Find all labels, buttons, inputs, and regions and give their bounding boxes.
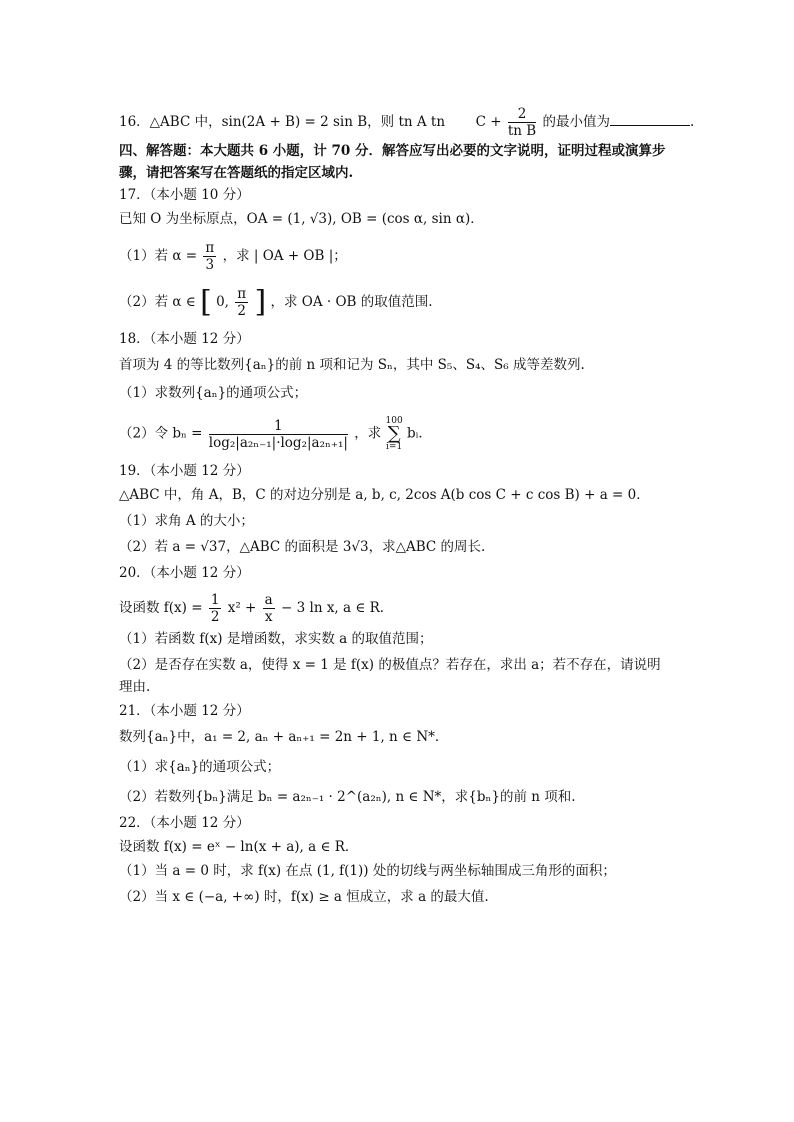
q18-p2-c: bᵢ． bbox=[407, 425, 432, 442]
q20-frac2 bbox=[263, 592, 275, 625]
q21-stem: 数列{aₙ}中，a₁ = 2, aₙ + aₙ₊₁ = 2n + 1, n ∈ N*． bbox=[119, 729, 449, 745]
q20-stem-a: 设函数 f(x) = bbox=[119, 600, 203, 616]
q20-part2-line2: 理由. bbox=[119, 679, 151, 695]
answer-blank bbox=[610, 113, 690, 126]
q18-heading: 18．（本小题 12 分） bbox=[119, 331, 250, 347]
section-heading-line1: 四、解答题：本大题共 6 小题，计 70 分．解答应写出必要的文字说明，证明过程或演算步 bbox=[119, 143, 666, 159]
q17-p1-num: π bbox=[205, 240, 215, 256]
q20-stem bbox=[119, 592, 393, 625]
q17-p2-num: π bbox=[237, 286, 247, 302]
q18-part2 bbox=[119, 416, 432, 452]
q17-p2-int: 0, bbox=[216, 294, 229, 310]
summation-symbol bbox=[386, 416, 403, 452]
q16-line bbox=[119, 106, 694, 139]
q19-part1: （1）求角 A 的大小； bbox=[119, 513, 254, 529]
sum-upper: 100 bbox=[385, 416, 403, 426]
q20-frac1-den: 2 bbox=[210, 609, 220, 625]
q18-stem: 首项为 4 的等比数列{aₙ}的前 n 项和记为 Sₙ，其中 S₅、S₄、S₆ 成等差数列. bbox=[119, 357, 585, 373]
q19-part2: （2）若 a = √37，△ABC 的面积是 3√3，求△ABC 的周长. bbox=[119, 539, 486, 555]
q21-part2: （2）若数列{bₙ}满足 bₙ = a₂ₙ₋₁ · 2^(a₂ₙ), n ∈ N*，求{bₙ}的前 n 项和. bbox=[119, 789, 576, 805]
q17-heading: 17．（本小题 10 分） bbox=[119, 187, 250, 203]
q16-mid: C + bbox=[475, 114, 502, 130]
q20-heading: 20．（本小题 12 分） bbox=[119, 565, 250, 581]
q17-stem: 已知 O 为坐标原点，OA = (1, √3), OB = (cos α, sin α)． bbox=[119, 211, 484, 227]
q16-prefix: 16．△ABC 中，sin(2A + B) = 2 sin B，则 tn A tn bbox=[119, 114, 446, 130]
q17-p2-fraction bbox=[235, 286, 248, 319]
q18-frac-den: log₂|a₂ₙ₋₁|·log₂|a₂ₙ₊₁| bbox=[208, 434, 348, 451]
q16-frac-num: 2 bbox=[508, 106, 536, 123]
q20-part2-line1: （2）是否存在实数 a，使得 x = 1 是 f(x) 的极值点？若存在，求出 a；若不存在，请说明 bbox=[119, 657, 661, 673]
q18-fraction bbox=[209, 418, 348, 451]
q17-part1 bbox=[119, 240, 347, 273]
q18-p2-a: （2）令 bₙ = bbox=[119, 425, 203, 442]
q20-stem-c: − 3 ln x, a ∈ R． bbox=[281, 600, 394, 616]
q16-frac-den: tn B bbox=[507, 123, 537, 139]
q20-frac2-den: x bbox=[264, 609, 273, 625]
q20-part1: （1）若函数 f(x) 是增函数，求实数 a 的取值范围； bbox=[119, 631, 433, 647]
q16-suffix: 的最小值为 bbox=[542, 114, 610, 130]
q17-p1-fraction bbox=[203, 240, 216, 273]
q20-stem-b: x² + bbox=[227, 600, 257, 616]
q22-heading: 22．（本小题 12 分） bbox=[119, 815, 250, 831]
left-bracket: [ bbox=[200, 284, 212, 320]
q17-p2-den: 2 bbox=[237, 303, 247, 319]
section-heading-line2: 骤，请把答案写在答题纸的指定区域内. bbox=[119, 165, 354, 181]
sum-lower: i=1 bbox=[386, 442, 403, 452]
q22-part1: （1）当 a = 0 时，求 f(x) 在点 (1, f(1)) 处的切线与两坐标轴围成三角形的面积； bbox=[119, 863, 616, 879]
q18-p2-b: ，求 bbox=[354, 425, 382, 442]
q19-stem: △ABC 中，角 A，B，C 的对边分别是 a, b, c, 2cos A(b cos C + c cos B) + a = 0． bbox=[119, 487, 650, 503]
q21-part1: （1）求{aₙ}的通项公式； bbox=[119, 759, 281, 775]
q17-part2 bbox=[119, 286, 433, 319]
q16-end: . bbox=[690, 114, 695, 130]
q20-frac1-num: 1 bbox=[210, 592, 220, 608]
q17-p1-b: ，求 | OA + OB |； bbox=[222, 248, 347, 264]
q18-frac-num: 1 bbox=[209, 418, 348, 435]
q22-part2: （2）当 x ∈ (−a, +∞) 时，f(x) ≥ a 恒成立，求 a 的最大值. bbox=[119, 889, 489, 905]
q22-stem: 设函数 f(x) = eˣ − ln(x + a), a ∈ R． bbox=[119, 839, 359, 855]
q21-heading: 21．（本小题 12 分） bbox=[119, 703, 250, 719]
q17-p2-b: ，求 OA · OB 的取值范围. bbox=[270, 294, 433, 310]
q20-frac1 bbox=[209, 592, 222, 625]
q18-part1: （1）求数列{aₙ}的通项公式； bbox=[119, 385, 308, 401]
q17-p2-a: （2）若 α ∈ bbox=[119, 294, 196, 310]
q20-frac2-num: a bbox=[264, 592, 273, 608]
q17-p1-a: （1）若 α = bbox=[119, 248, 198, 264]
q19-heading: 19．（本小题 12 分） bbox=[119, 463, 250, 479]
right-bracket: ] bbox=[254, 284, 267, 320]
q16-fraction bbox=[508, 106, 536, 139]
sigma-glyph: ∑ bbox=[387, 423, 401, 444]
q17-p1-den: 3 bbox=[205, 257, 215, 273]
